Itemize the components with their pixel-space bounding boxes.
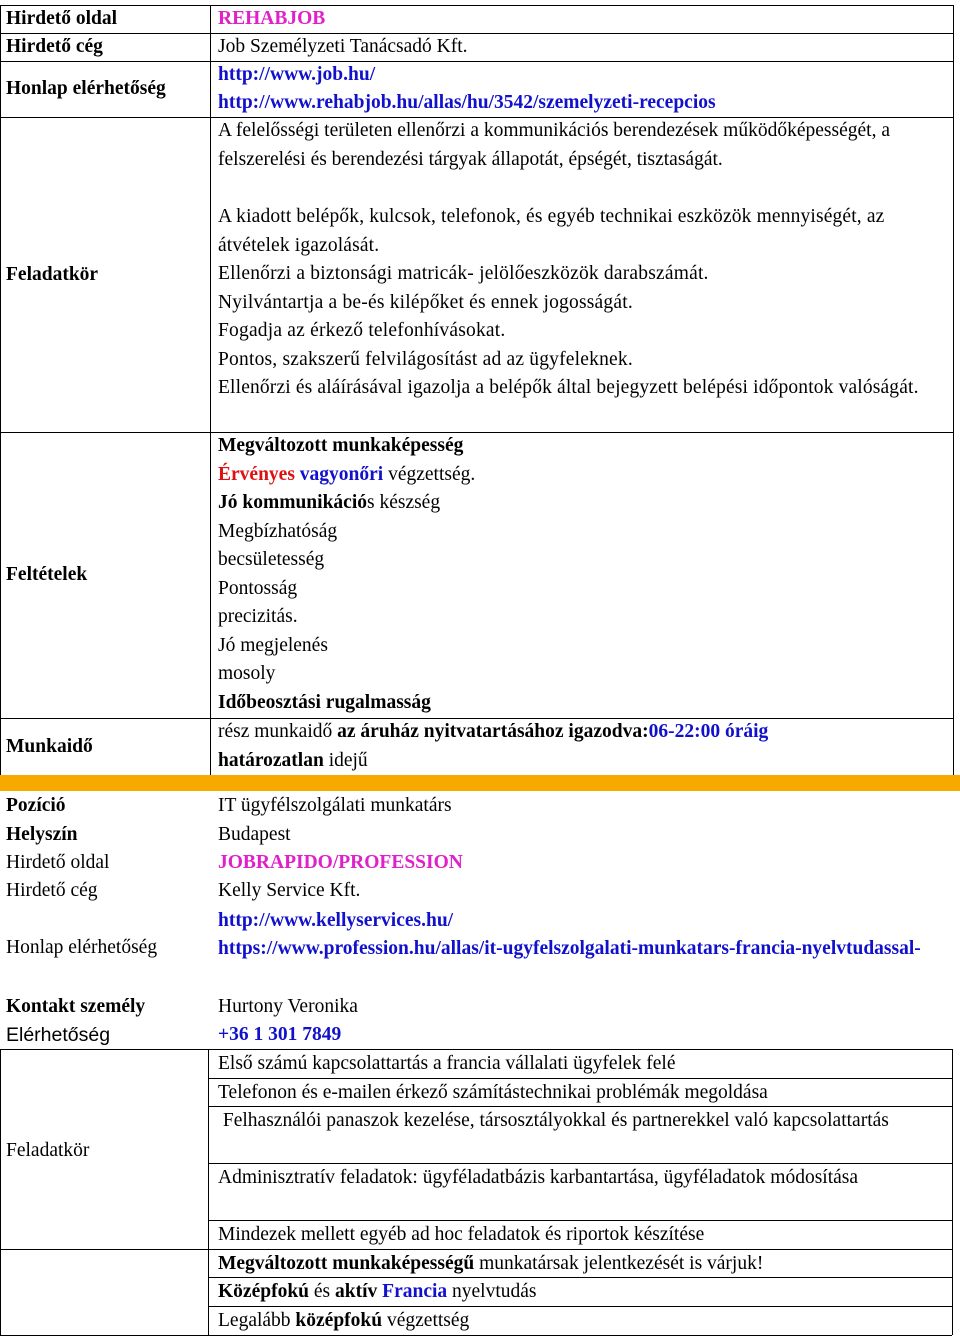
requirement-item: Érvényes vagyonőri végzettség. <box>218 463 476 485</box>
row-advertiser-company-2 <box>0 877 960 905</box>
label-homepage-2: Honlap elérhetőség <box>6 937 158 958</box>
duty-item: Adminisztratív feladatok: ügyféladatbázis karbantartása, ügyféladatok módosítása <box>218 1167 859 1188</box>
row-advertiser-site-2 <box>0 849 960 877</box>
requirement-item: Időbeosztási rugalmasság <box>218 691 431 713</box>
duty-item: Első számú kapcsolattartás a francia vállalati ügyfelek felé <box>218 1053 676 1074</box>
duties-list <box>218 117 952 431</box>
label-position: Pozíció <box>6 795 66 816</box>
row-advertiser-company <box>0 33 960 61</box>
extra-item: Legalább középfokú végzettség <box>218 1309 470 1331</box>
label-duties: Feladatkör <box>6 263 99 285</box>
duty-item: Fogadja az érkező telefonhívásokat. <box>218 320 506 341</box>
duty-item: Nyilvántartja a be-és kilépőket és ennek jogosságát. <box>218 291 633 313</box>
duty-item: Ellenőrzi a biztonsági matricák- jelölőeszközök darabszámát. <box>218 263 709 284</box>
label-advertiser-company-2: Hirdető cég <box>6 880 98 901</box>
label-duties-2: Feladatkör <box>6 1140 90 1161</box>
label-advertiser-company: Hirdető cég <box>6 36 103 57</box>
homepage-link-2[interactable]: http://www.rehabjob.hu/allas/hu/3542/szemelyzeti-recepcios <box>218 92 716 113</box>
label-requirements: Feltételek <box>6 564 88 585</box>
duty-item: Felhasználói panaszok kezelése, társosztályokkal és partnerekkel való kapcsolattartás <box>218 1110 889 1131</box>
duty-item: A kiadott belépők, kulcsok, telefonok, és egyéb technikai eszközök mennyiségét, az átvételek igazolását. <box>218 206 885 256</box>
label-advertiser-site: Hirdető oldal <box>6 8 118 29</box>
homepage-link-1[interactable]: http://www.job.hu/ <box>218 64 376 85</box>
requirement-item: mosoly <box>218 663 276 684</box>
value-location: Budapest <box>218 824 291 845</box>
label-homepage: Honlap elérhetőség <box>6 78 166 99</box>
duty-item: A felelősségi területen ellenőrzi a kommunikációs berendezések működőképességét, a felszerelési és berendezési tárgyak állapotát, épségét, tisztaságát. <box>218 120 890 170</box>
section-separator <box>0 775 960 791</box>
value-advertiser-site: REHABJOB <box>218 8 326 29</box>
row-duties-2 <box>0 1049 960 1335</box>
value-position: IT ügyfélszolgálati munkatárs <box>218 795 452 816</box>
requirement-item: Jó megjelenés <box>218 634 328 656</box>
extra-item: Megváltozott munkaképességű munkatársak jelentkezését is várjuk! <box>218 1252 764 1274</box>
requirement-item: Jó kommunikációs készség <box>218 492 441 513</box>
value-advertiser-company: Job Személyzeti Tanácsadó Kft. <box>218 36 468 57</box>
requirement-item: Pontosság <box>218 577 298 599</box>
homepage-link-profession[interactable]: https://www.profession.hu/allas/it-ugyfelszolgalati-munkatars-francia-nyelvtudassal- <box>218 938 921 959</box>
duty-item: Pontos, szakszerű felvilágosítást ad az ügyfeleknek. <box>218 348 633 370</box>
homepage-link-kelly[interactable]: http://www.kellyservices.hu/ <box>218 910 454 931</box>
row-contact <box>0 993 960 1021</box>
label-reach: Elérhetőség <box>6 1023 111 1046</box>
label-location: Helyszín <box>6 824 78 845</box>
value-phone[interactable]: +36 1 301 7849 <box>218 1024 342 1045</box>
job-listing-2 <box>0 791 960 1337</box>
requirement-item: Megváltozott munkaképesség <box>218 435 464 456</box>
label-contact: Kontakt személy <box>6 996 146 1017</box>
row-homepage <box>0 61 960 117</box>
worktime-value: rész munkaidő az áruház nyitvatartásához igazodva:06-22:00 óráig határozatlan idejű <box>218 721 769 771</box>
extra-item: Középfokú és aktív Francia nyelvtudás <box>218 1281 537 1302</box>
row-location <box>0 821 960 849</box>
row-reach <box>0 1021 960 1049</box>
row-advertiser-site <box>0 5 960 33</box>
duty-item: Telefonon és e-mailen érkező számítástechnikai problémák megoldása <box>218 1081 768 1103</box>
requirement-item: precizitás. <box>218 606 298 627</box>
row-duties <box>0 117 960 432</box>
duty-item: Mindezek mellett egyéb ad hoc feladatok és riportok készítése <box>218 1224 705 1245</box>
requirement-item: Megbízhatóság <box>218 520 338 542</box>
row-worktime <box>0 718 960 775</box>
value-advertiser-site-2: JOBRAPIDO/PROFESSION <box>218 852 463 873</box>
value-advertiser-company-2: Kelly Service Kft. <box>218 880 361 901</box>
row-homepage-2 <box>0 905 960 991</box>
row-position <box>0 791 960 821</box>
row-requirements <box>0 432 960 718</box>
label-worktime: Munkaidő <box>6 735 93 757</box>
label-advertiser-site-2: Hirdető oldal <box>6 852 110 873</box>
duties-list-2 <box>218 1050 952 1335</box>
requirements-list <box>218 432 952 717</box>
value-contact: Hurtony Veronika <box>218 996 358 1017</box>
duty-item: Ellenőrzi és aláírásával igazolja a belépők által bejegyzett belépési időpontok valóságát. <box>218 377 919 398</box>
requirement-item: becsületesség <box>218 549 325 570</box>
